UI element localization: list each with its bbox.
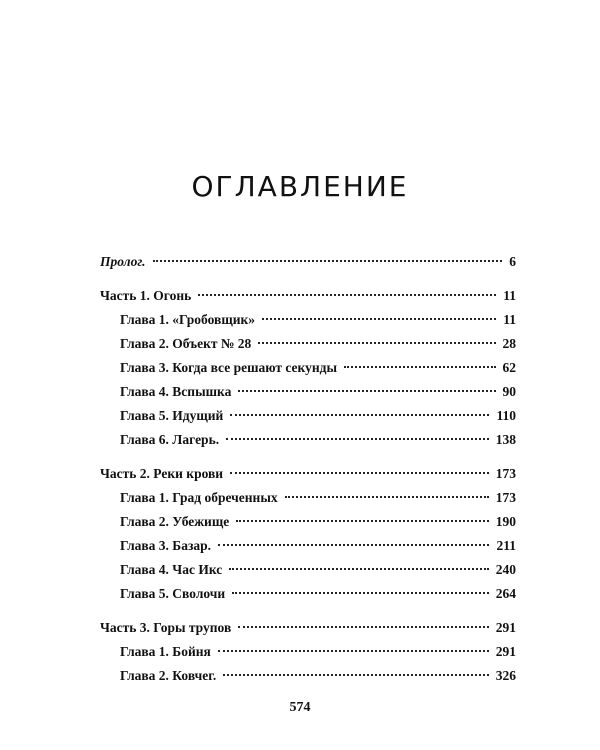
entry-label: Глава 1. Бойня (120, 644, 211, 659)
toc-entry-chapter (100, 428, 516, 452)
toc-entry-chapter (100, 510, 516, 534)
entry-label: Глава 2. Объект № 28 (120, 336, 252, 351)
entry-label: Глава 6. Лагерь. (120, 432, 220, 447)
entry-page: 11 (503, 288, 516, 303)
entry-label: Глава 1. «Гробовщик» (120, 312, 256, 327)
entry-page: 291 (495, 620, 516, 635)
entry-label: Глава 2. Ковчег. (120, 668, 217, 683)
page-number: 574 (289, 700, 311, 715)
entry-page: 62 (502, 360, 516, 375)
dot-leader (198, 294, 496, 296)
entry-page: 6 (509, 254, 516, 269)
dot-leader (229, 568, 488, 570)
dot-leader (238, 626, 489, 628)
toc-entry-part-3 (100, 616, 516, 640)
dot-leader (344, 366, 496, 368)
entry-page: 173 (495, 466, 516, 481)
entry-page: 173 (495, 490, 516, 505)
toc-entry-prologue (100, 250, 516, 274)
toc-entry-chapter (100, 332, 516, 356)
entry-label: Часть 3. Горы трупов (100, 620, 232, 635)
toc-entry-chapter (100, 486, 516, 510)
toc-entry-chapter (100, 308, 516, 332)
toc-entry-chapter (100, 534, 516, 558)
entry-label: Глава 2. Убежище (120, 514, 230, 529)
dot-leader (218, 650, 489, 652)
page-title: ОГЛАВЛЕНИЕ (191, 170, 409, 203)
toc-entry-chapter (100, 664, 516, 688)
entry-page: 90 (502, 384, 516, 399)
toc-entry-chapter (100, 582, 516, 606)
entry-label: Часть 2. Реки крови (100, 466, 224, 481)
dot-leader (285, 496, 489, 498)
entry-label: Часть 1. Огонь (100, 288, 192, 303)
toc-entry-chapter (100, 356, 516, 380)
toc-entry-chapter (100, 404, 516, 428)
dot-leader (218, 544, 489, 546)
dot-leader (232, 592, 489, 594)
entry-page: 211 (496, 538, 516, 553)
entry-page: 326 (495, 668, 516, 683)
dot-leader (236, 520, 489, 522)
entry-label: Глава 3. Базар. (120, 538, 212, 553)
toc-entry-chapter (100, 558, 516, 582)
entry-page: 138 (495, 432, 516, 447)
dot-leader (153, 260, 503, 262)
entry-page: 264 (495, 586, 516, 601)
dot-leader (226, 438, 489, 440)
entry-label: Глава 3. Когда все решают секунды (120, 360, 337, 375)
entry-page: 11 (503, 312, 516, 327)
dot-leader (223, 674, 489, 676)
entry-label: Глава 5. Идущий (120, 408, 224, 423)
entry-page: 28 (502, 336, 516, 351)
entry-page: 110 (496, 408, 516, 423)
dot-leader (230, 414, 489, 416)
entry-label: Глава 1. Град обреченных (120, 490, 278, 505)
toc-entry-part-1 (100, 284, 516, 308)
dot-leader (262, 318, 496, 320)
toc-entry-chapter (100, 380, 516, 404)
entry-label: Пролог. (100, 254, 146, 269)
dot-leader (258, 342, 495, 344)
entry-label: Глава 4. Вспышка (120, 384, 232, 399)
dot-leader (230, 472, 489, 474)
entry-label: Глава 5. Сволочи (120, 586, 226, 601)
dot-leader (238, 390, 495, 392)
table-of-contents (100, 250, 516, 688)
entry-label: Глава 4. Час Икс (120, 562, 223, 577)
toc-entry-chapter (100, 640, 516, 664)
toc-entry-part-2 (100, 462, 516, 486)
entry-page: 190 (495, 514, 516, 529)
entry-page: 291 (495, 644, 516, 659)
entry-page: 240 (495, 562, 516, 577)
